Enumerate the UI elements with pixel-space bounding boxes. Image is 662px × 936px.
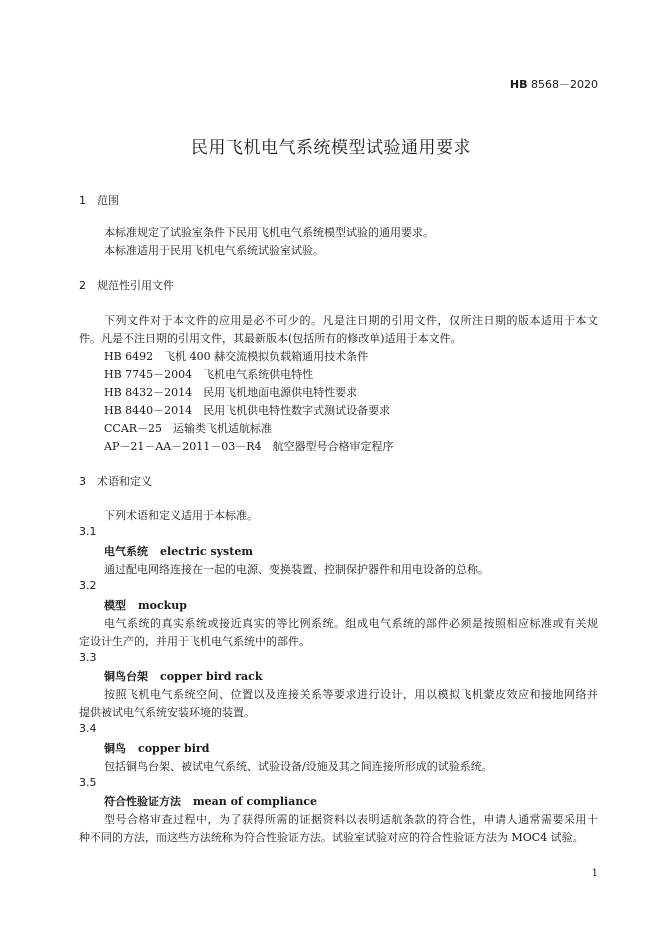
reference-item: CCAR－25 运输类飞机适航标准 bbox=[104, 422, 273, 435]
term-number: 3.2 bbox=[79, 579, 97, 592]
term-definition: 型号合格审查过程中，为了获得所需的证据资料以表明适航条款的符合性，申请人通常需要采用十 bbox=[104, 813, 598, 826]
term-definition: 按照飞机电气系统空间、位置以及连接关系等要求进行设计，用以模拟飞机蒙皮效应和接地网络并 bbox=[104, 688, 598, 701]
section-3-heading: 3 术语和定义 bbox=[79, 475, 152, 488]
term-number: 3.1 bbox=[79, 525, 97, 538]
term-number: 3.5 bbox=[79, 776, 97, 789]
section-2-intro-line-2: 件。凡是不注日期的引用文件，其最新版本(包括所有的修改单)适用于本文件。 bbox=[79, 332, 462, 345]
term-definition: 通过配电网络连接在一起的电源、变换装置、控制保护器件和用电设备的总称。 bbox=[104, 563, 489, 576]
term-number: 3.4 bbox=[79, 722, 97, 735]
term-heading: 模型 mockup bbox=[104, 599, 187, 612]
reference-item: AP－21－AA－2011－03－R4 航空器型号合格审定程序 bbox=[104, 440, 394, 453]
term-heading: 符合性验证方法 mean of compliance bbox=[104, 795, 318, 808]
reference-item: HB 6492 飞机 400 赫交流模拟负载箱通用技术条件 bbox=[104, 350, 369, 363]
reference-item: HB 8432－2014 民用飞机地面电源供电特性要求 bbox=[104, 386, 358, 399]
section-1-para-2: 本标准适用于民用飞机电气系统试验室试验。 bbox=[104, 244, 324, 257]
term-heading: 铜鸟台架 copper bird rack bbox=[104, 670, 263, 683]
term-definition: 包括铜鸟台架、被试电气系统、试验设备/设施及其之间连接所形成的试验系统。 bbox=[104, 760, 493, 773]
term-heading: 电气系统 electric system bbox=[104, 545, 253, 558]
section-3-intro: 下列术语和定义适用于本标准。 bbox=[104, 509, 258, 522]
standard-code: HB 8568－2020 bbox=[509, 78, 598, 91]
term-definition: 定设计生产的，并用于飞机电气系统中的部件。 bbox=[79, 635, 310, 648]
document-title: 民用飞机电气系统模型试验通用要求 bbox=[191, 138, 471, 158]
term-number: 3.3 bbox=[79, 651, 97, 664]
term-heading: 铜鸟 copper bird bbox=[104, 742, 210, 755]
term-definition: 提供被试电气系统安装环境的装置。 bbox=[79, 706, 255, 719]
section-1-para-1: 本标准规定了试验室条件下民用飞机电气系统模型试验的通用要求。 bbox=[104, 226, 434, 239]
term-definition: 种不同的方法，而这些方法统称为符合性验证方法。试验室试验对应的符合性验证方法为 MOC4 试验。 bbox=[79, 831, 584, 844]
section-2-intro-line-1: 下列文件对于本文件的应用是必不可少的。凡是注日期的引用文件，仅所注日期的版本适用于本文 bbox=[104, 314, 598, 327]
page-number: 1 bbox=[591, 868, 598, 879]
section-2-heading: 2 规范性引用文件 bbox=[79, 279, 174, 292]
term-definition: 电气系统的真实系统或接近真实的等比例系统。组成电气系统的部件必须是按照相应标准或有关规 bbox=[104, 617, 598, 630]
reference-item: HB 7745－2004 飞机电气系统供电特性 bbox=[104, 368, 314, 381]
reference-item: HB 8440－2014 民用飞机供电特性数字式测试设备要求 bbox=[104, 404, 391, 417]
section-1-heading: 1 范围 bbox=[79, 194, 119, 207]
